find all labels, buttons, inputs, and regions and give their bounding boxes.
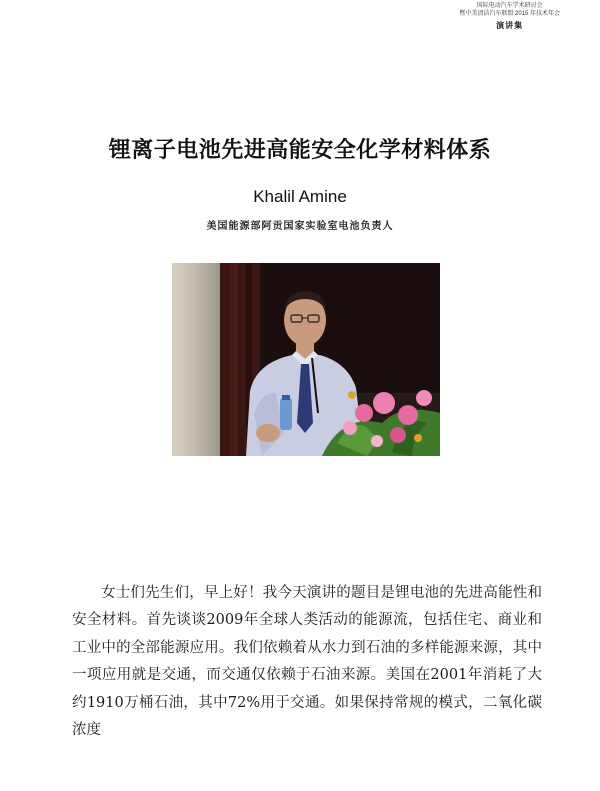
speaker-photo-illustration [172, 263, 440, 456]
author-name: Khalil Amine [253, 187, 347, 206]
body-paragraph: 女士们先生们，早上好！我今天演讲的题目是锂电池的先进高能性和安全材料。首先谈谈2009年全球人类活动的能源流，包括住宅、商业和工业中的全部能源应用。我们依赖着从水力到石油的多样能源来源，其中一项应用就是交通，而交通仅依赖于石油来源。美国在2001年消耗了大约1910万桶石油，其中72%用于交通。如果保持常规的模式，二氧化碳浓度 [72, 585, 542, 739]
running-header [459, 2, 560, 30]
author-affiliation: 美国能源部阿贡国家实验室电池负责人 [206, 221, 394, 232]
conference-subtitle: 暨中美清洁汽车联盟 2015 年技术年会 [459, 11, 560, 17]
article-title: 锂离子电池先进高能安全化学材料体系 [108, 138, 492, 163]
speaker-photo [172, 263, 440, 456]
section-label: 演讲集 [496, 21, 524, 30]
conference-name: 国际电动汽车学术研讨会 [476, 3, 543, 9]
